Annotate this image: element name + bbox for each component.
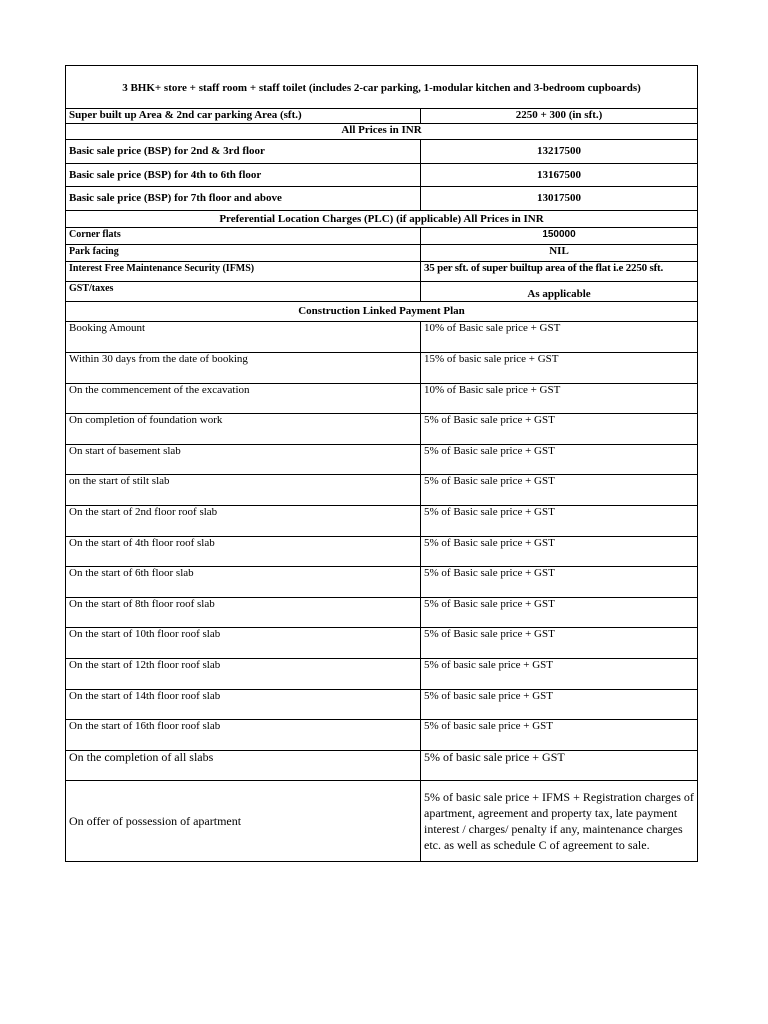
payment-stage: On the start of 4th floor roof slab [66, 537, 421, 567]
payment-amount: 10% of Basic sale price + GST [421, 322, 698, 353]
payment-amount: 5% of basic sale price + GST [421, 751, 698, 781]
plc-value: As applicable [421, 282, 698, 302]
plc-value: NIL [421, 245, 698, 262]
payment-stage: On the start of 16th floor roof slab [66, 720, 421, 751]
area-label: Super built up Area & 2nd car parking Area (sft.) [66, 109, 421, 124]
payment-stage: On start of basement slab [66, 445, 421, 475]
payment-amount: 5% of Basic sale price + GST [421, 475, 698, 506]
table-row [66, 690, 698, 720]
payment-amount: 5% of Basic sale price + GST [421, 506, 698, 537]
table-row [66, 567, 698, 598]
bsp-value: 13217500 [421, 140, 698, 164]
payment-stage: On the start of 10th floor roof slab [66, 628, 421, 659]
bsp-label: Basic sale price (BSP) for 4th to 6th floor [66, 164, 421, 187]
payment-stage: On the start of 6th floor slab [66, 567, 421, 598]
payment-stage: Booking Amount [66, 322, 421, 353]
payment-amount: 15% of basic sale price + GST [421, 353, 698, 384]
payment-amount: 5% of Basic sale price + GST [421, 598, 698, 628]
plc-label: Park facing [66, 245, 421, 262]
table-row [66, 537, 698, 567]
table-row [66, 475, 698, 506]
final-stage: On offer of possession of apartment [66, 781, 421, 862]
area-value: 2250 + 300 (in sft.) [421, 109, 698, 124]
bsp-value: 13167500 [421, 164, 698, 187]
payment-amount: 5% of Basic sale price + GST [421, 445, 698, 475]
plc-heading [66, 211, 698, 228]
payment-stage: On the completion of all slabs [66, 751, 421, 781]
table-row [66, 659, 698, 690]
plc-label: Corner flats [66, 228, 421, 245]
plc-heading-text: Preferential Location Charges (PLC) (if applicable) [219, 212, 462, 225]
price-list-table [65, 65, 698, 862]
payment-amount: 5% of Basic sale price + GST [421, 537, 698, 567]
table-row [66, 751, 698, 781]
bsp-label: Basic sale price (BSP) for 2nd & 3rd floor [66, 140, 421, 164]
payment-plan-heading: Construction Linked Payment Plan [66, 302, 698, 322]
payment-stage: On the commencement of the excavation [66, 384, 421, 414]
plc-value: 35 per sft. of super builtup area of the flat i.e 2250 sft. [421, 262, 698, 282]
table-row [66, 598, 698, 628]
prices-note: All Prices in INR [66, 124, 698, 140]
payment-stage: Within 30 days from the date of booking [66, 353, 421, 384]
final-amount: 5% of basic sale price + IFMS + Registration charges of apartment, agreement and property tax, late payment interest / charges/ penalty if any, maintenance charges etc. as well as schedule C of agreement to sale. [421, 781, 698, 862]
table-row [66, 322, 698, 353]
plc-label: Interest Free Maintenance Security (IFMS) [66, 262, 421, 282]
payment-stage: On the start of 12th floor roof slab [66, 659, 421, 690]
table-row [66, 353, 698, 384]
payment-plan-rows [66, 322, 698, 781]
payment-amount: 10% of Basic sale price + GST [421, 384, 698, 414]
payment-amount: 5% of basic sale price + GST [421, 690, 698, 720]
plc-label: GST/taxes [66, 282, 421, 302]
table-row [66, 628, 698, 659]
payment-amount: 5% of basic sale price + GST [421, 659, 698, 690]
table-row [66, 506, 698, 537]
payment-stage: On the start of 8th floor roof slab [66, 598, 421, 628]
payment-amount: 5% of Basic sale price + GST [421, 414, 698, 445]
plc-heading-note: All Prices in INR [463, 212, 544, 225]
payment-amount: 5% of basic sale price + GST [421, 720, 698, 751]
payment-amount: 5% of Basic sale price + GST [421, 567, 698, 598]
table-row [66, 384, 698, 414]
table-row [66, 414, 698, 445]
payment-stage: On the start of 2nd floor roof slab [66, 506, 421, 537]
plc-value: 150000 [421, 228, 698, 245]
table-row [66, 445, 698, 475]
payment-stage: on the start of stilt slab [66, 475, 421, 506]
bsp-value: 13017500 [421, 187, 698, 211]
table-title: 3 BHK+ store + staff room + staff toilet (includes 2-car parking, 1-modular kitchen and 3-bedroom cupboards) [66, 66, 698, 109]
payment-stage: On completion of foundation work [66, 414, 421, 445]
payment-stage: On the start of 14th floor roof slab [66, 690, 421, 720]
table-row [66, 720, 698, 751]
payment-amount: 5% of Basic sale price + GST [421, 628, 698, 659]
bsp-label: Basic sale price (BSP) for 7th floor and above [66, 187, 421, 211]
